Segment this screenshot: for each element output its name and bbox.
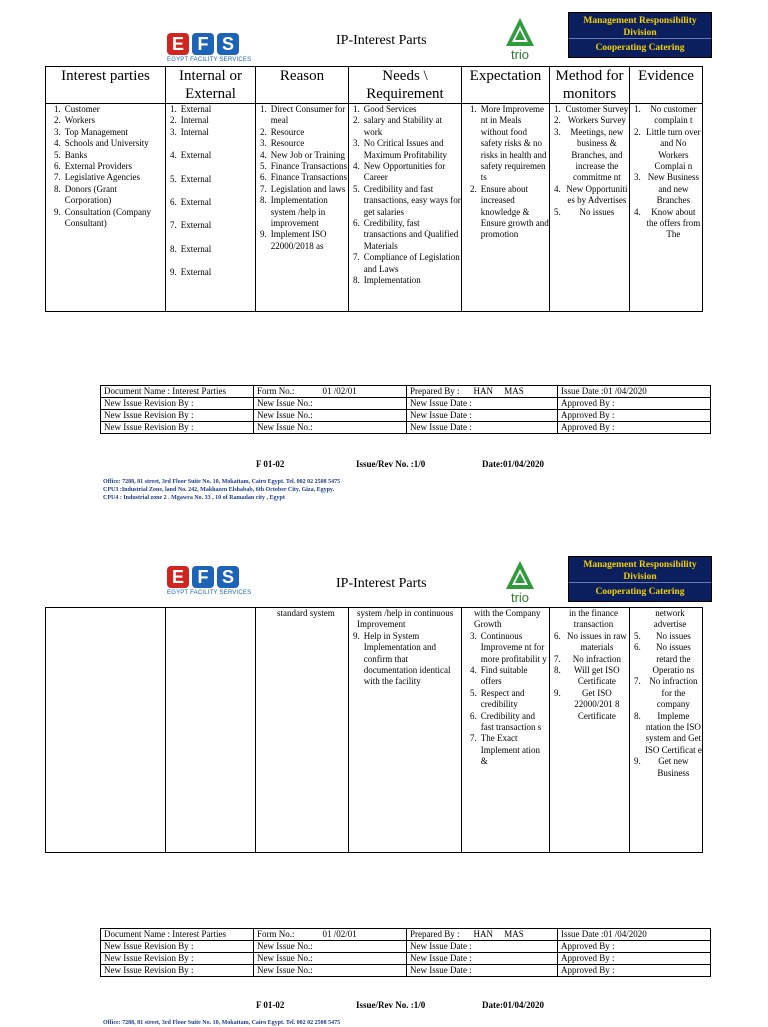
list-number: 5. bbox=[54, 149, 61, 160]
table-row bbox=[46, 104, 703, 312]
logo-letter: F bbox=[192, 33, 214, 55]
list-text: Meetings, new business & Branches, and increase the commitme nt bbox=[570, 126, 624, 183]
revision-table bbox=[100, 385, 711, 434]
list-text: New Opportunities for Career bbox=[363, 161, 446, 183]
issue-rev: Issue/Rev No. :1/0 bbox=[356, 1000, 426, 1010]
footer-date: Date:01/04/2020 bbox=[482, 459, 544, 469]
list-text: Internal bbox=[180, 126, 209, 137]
address-block bbox=[103, 478, 340, 502]
method-cell bbox=[550, 608, 629, 722]
list-number: 8. bbox=[554, 665, 561, 676]
expectation-cell bbox=[462, 608, 549, 768]
list-item bbox=[554, 608, 629, 631]
list-text: No issues in raw materials bbox=[567, 630, 627, 653]
trio-wordmark: trio bbox=[510, 47, 530, 62]
list-number: 3. bbox=[170, 126, 177, 137]
list-number: 2. bbox=[470, 183, 477, 194]
method-cell bbox=[550, 104, 629, 218]
list-item bbox=[634, 642, 702, 676]
list-item bbox=[554, 184, 629, 207]
trio-wordmark: trio bbox=[510, 590, 530, 605]
evidence-cell bbox=[630, 104, 702, 241]
catering-label: Cooperating Catering bbox=[595, 587, 685, 597]
list-number: 1. bbox=[554, 104, 561, 114]
list-text: The Exact Implement ation & bbox=[480, 733, 540, 767]
list-text: Credibility, fast transactions and Qualified Materials bbox=[363, 218, 459, 251]
column-header: Interest parties bbox=[46, 67, 166, 104]
list-text: External bbox=[180, 243, 212, 254]
list-number: 5. bbox=[470, 687, 477, 698]
logo-letter: S bbox=[217, 566, 239, 588]
list-item bbox=[634, 711, 702, 757]
list-number: 6. bbox=[554, 630, 561, 641]
list-item bbox=[170, 197, 255, 208]
list-number: 1. bbox=[634, 104, 641, 114]
list-number: 7. bbox=[170, 220, 177, 231]
list-number: 7. bbox=[634, 676, 641, 687]
list-text: Banks bbox=[64, 149, 88, 160]
list-item bbox=[260, 229, 348, 252]
prepared-by: Prepared By : HAN MAS bbox=[407, 386, 558, 398]
list-number: 8. bbox=[54, 183, 61, 194]
list-item bbox=[260, 172, 348, 183]
list-number: 1. bbox=[353, 104, 360, 114]
expectation-cell bbox=[462, 104, 549, 241]
list-number: 3. bbox=[54, 126, 61, 137]
revision-row: New Issue Revision By : New Issue No.: New Issue Date : Approved By : bbox=[101, 410, 711, 422]
list-text: Compliance of Legislation and Laws bbox=[363, 252, 460, 274]
list-text: No issues bbox=[579, 206, 615, 217]
list-text: New Business and new Branches bbox=[647, 172, 699, 206]
column-header: Needs \ Requirement bbox=[349, 67, 462, 104]
list-number: 6. bbox=[54, 161, 61, 172]
list-text: Credibility and fast transaction s bbox=[480, 710, 542, 733]
list-number: 7. bbox=[260, 183, 267, 194]
prepared-by: Prepared By : HAN MAS bbox=[407, 929, 558, 941]
list-text: Implementation system /help in improvement bbox=[270, 195, 328, 229]
list-number: 6. bbox=[260, 172, 267, 183]
column-header: Reason bbox=[256, 67, 349, 104]
list-text: No Critical Issues and Maximum Profitability bbox=[363, 138, 447, 160]
list-item bbox=[260, 127, 348, 138]
list-text: Help in System Implementation and confirm that documentation identical with the facility bbox=[363, 630, 451, 687]
list-text: Resource bbox=[270, 126, 305, 137]
list-item bbox=[170, 115, 255, 126]
logo-letter: E bbox=[167, 566, 189, 588]
catering-label: Cooperating Catering bbox=[595, 43, 685, 53]
list-text: Internal bbox=[180, 115, 209, 126]
list-item bbox=[634, 631, 702, 642]
list-number: 4. bbox=[554, 183, 561, 194]
list-number: 1. bbox=[470, 104, 477, 114]
list-number: 8. bbox=[170, 243, 177, 254]
list-text: Know about the offers from The bbox=[646, 206, 701, 240]
list-text: No infraction for the company bbox=[649, 676, 698, 710]
list-number: 1. bbox=[170, 104, 177, 114]
form-no: Form No.: 01 /02/01 bbox=[254, 386, 407, 398]
form-no: Form No.: 01 /02/01 bbox=[254, 929, 407, 941]
list-number: 7. bbox=[353, 252, 360, 263]
list-item bbox=[353, 631, 461, 688]
list-item bbox=[634, 756, 702, 779]
list-text: network advertise bbox=[653, 608, 687, 630]
list-text: Good Services bbox=[363, 104, 417, 114]
list-item bbox=[353, 104, 461, 115]
list-item bbox=[554, 665, 629, 688]
list-text: Will get ISO Certificate bbox=[574, 665, 620, 687]
list-text: No issues retard the Operatio ns bbox=[652, 642, 695, 676]
list-number: 5. bbox=[170, 173, 177, 184]
trio-logo bbox=[503, 16, 537, 62]
list-item bbox=[170, 174, 255, 185]
list-number: 8. bbox=[353, 275, 360, 286]
list-item bbox=[470, 608, 549, 631]
doc-name: Document Name : Interest Parties bbox=[101, 386, 254, 398]
list-text: with the Company Growth bbox=[474, 608, 541, 630]
list-item bbox=[273, 608, 348, 619]
list-text: Finance Transactions bbox=[270, 172, 347, 183]
list-text: No infraction bbox=[572, 653, 621, 664]
list-number: 9. bbox=[554, 687, 561, 698]
form-code: F 01-02 bbox=[256, 459, 285, 469]
evidence-cell bbox=[630, 608, 702, 779]
list-number: 4. bbox=[170, 150, 177, 161]
trio-logo bbox=[503, 559, 537, 605]
list-text: Consultation (Company Consultant) bbox=[64, 206, 151, 229]
reason-cell bbox=[256, 608, 348, 619]
list-number: 9. bbox=[260, 229, 267, 240]
list-text: Find suitable offers bbox=[480, 665, 528, 687]
list-text: Little turn over and No Workers Complai n bbox=[646, 126, 701, 172]
list-number: 2. bbox=[54, 115, 61, 126]
list-number: 7. bbox=[470, 733, 477, 744]
list-item bbox=[54, 184, 165, 207]
list-text: More Improveme nt in Meals without food safety risks & no risks in health and safety requiremen ts bbox=[480, 104, 547, 183]
list-item bbox=[470, 733, 549, 767]
list-item bbox=[634, 207, 702, 241]
revision-row bbox=[101, 386, 711, 398]
list-item bbox=[634, 172, 702, 206]
list-number: 9. bbox=[634, 756, 641, 767]
list-number: 1. bbox=[54, 104, 61, 114]
list-item bbox=[634, 676, 702, 710]
list-item bbox=[170, 267, 255, 278]
list-number: 6. bbox=[634, 642, 641, 653]
list-number: 6. bbox=[170, 197, 177, 208]
list-number: 4. bbox=[260, 149, 267, 160]
revision-row: New Issue Revision By : New Issue No.: New Issue Date : Approved By : bbox=[101, 398, 711, 410]
list-item bbox=[554, 631, 629, 654]
needs-cell bbox=[349, 104, 461, 287]
list-text: Top Management bbox=[64, 126, 128, 137]
list-item bbox=[170, 244, 255, 255]
list-item bbox=[353, 138, 461, 161]
office-address: Office: 7288, 81 street, 3rd Floor Suite No. 10, Mokattam, Cairo Egypt. Tel. 002 02 2508 5475 bbox=[103, 1020, 341, 1026]
list-item bbox=[170, 104, 255, 115]
list-number: 6. bbox=[470, 710, 477, 721]
list-item bbox=[353, 184, 461, 218]
logo-subtitle: EGYPT FACILITY SERVICES bbox=[167, 590, 252, 596]
list-text: Finance Transactions bbox=[270, 161, 347, 172]
logo-letter: S bbox=[217, 33, 239, 55]
list-item bbox=[54, 104, 165, 115]
list-item bbox=[260, 104, 348, 127]
list-number: 5. bbox=[634, 630, 641, 641]
list-item bbox=[54, 207, 165, 230]
list-item bbox=[54, 115, 165, 126]
list-item bbox=[260, 138, 348, 149]
list-number: 2. bbox=[260, 126, 267, 137]
list-item bbox=[54, 161, 165, 172]
list-number: 3. bbox=[260, 138, 267, 149]
list-item bbox=[260, 161, 348, 172]
list-text: Customer bbox=[64, 104, 100, 114]
list-item bbox=[54, 172, 165, 183]
doc-name: Document Name : Interest Parties bbox=[101, 929, 254, 941]
document-title: IP-Interest Parts bbox=[336, 576, 427, 591]
list-text: in the finance transaction bbox=[569, 608, 618, 630]
list-text: salary and Stability at work bbox=[363, 115, 442, 137]
list-item bbox=[54, 127, 165, 138]
list-item bbox=[470, 631, 549, 665]
list-item bbox=[634, 127, 702, 173]
list-item bbox=[554, 654, 629, 665]
list-item bbox=[353, 252, 461, 275]
list-item bbox=[470, 711, 549, 734]
list-item bbox=[54, 138, 165, 149]
revision-row bbox=[101, 929, 711, 941]
list-text: Get ISO 22000/201 8 Certificate bbox=[574, 687, 620, 721]
column-header: Internal or External bbox=[166, 67, 256, 104]
table-row bbox=[46, 608, 703, 853]
list-item bbox=[634, 608, 702, 631]
column-header: Evidence bbox=[630, 67, 703, 104]
list-text: External bbox=[180, 220, 212, 231]
list-item bbox=[470, 665, 549, 688]
list-text: Legislation and laws bbox=[270, 183, 346, 194]
list-number: 2. bbox=[170, 115, 177, 126]
list-number: 3. bbox=[634, 172, 641, 183]
list-text: Workers bbox=[64, 115, 96, 126]
list-text: External bbox=[180, 197, 212, 208]
list-text: New Opportuniti es by Advertises bbox=[566, 183, 628, 206]
list-text: No customer complain t bbox=[650, 104, 697, 126]
list-text: Impleme ntation the ISO system and Get ISO Certificat e bbox=[644, 710, 702, 755]
list-text: Customer Survey bbox=[565, 104, 629, 114]
list-text: External bbox=[180, 173, 212, 184]
list-number: 5. bbox=[353, 183, 360, 194]
list-item bbox=[554, 127, 629, 184]
list-number: 3. bbox=[554, 126, 561, 137]
list-item bbox=[170, 150, 255, 161]
list-text: New Job or Training bbox=[270, 149, 346, 160]
list-item bbox=[353, 608, 461, 631]
list-number: 4. bbox=[634, 206, 641, 217]
list-text: Direct Consumer for meal bbox=[270, 104, 346, 126]
revision-row: New Issue Revision By : New Issue No.: New Issue Date : Approved By : bbox=[101, 941, 711, 953]
office-address: Office: 7288, 81 street, 3rd Floor Suite No. 10, Mokattam, Cairo Egypt. Tel. 002 02 2508 5475 bbox=[103, 479, 341, 485]
list-number: 1. bbox=[260, 104, 267, 114]
issue-date: Issue Date :01 /04/2020 bbox=[558, 386, 711, 398]
list-item bbox=[554, 115, 629, 126]
list-number: 9. bbox=[54, 206, 61, 217]
issue-rev: Issue/Rev No. :1/0 bbox=[356, 459, 426, 469]
efs-logo bbox=[167, 33, 252, 67]
list-text: Workers Survey bbox=[567, 115, 626, 126]
list-text: External bbox=[180, 267, 212, 278]
logo-subtitle: EGYPT FACILITY SERVICES bbox=[167, 57, 252, 63]
list-item bbox=[54, 150, 165, 161]
list-item bbox=[353, 161, 461, 184]
list-item bbox=[470, 104, 549, 184]
list-text: Respect and credibility bbox=[480, 687, 525, 710]
list-number: 5. bbox=[554, 206, 561, 217]
list-item bbox=[170, 127, 255, 138]
list-number: 2. bbox=[634, 126, 641, 137]
list-number: 9. bbox=[353, 630, 360, 641]
list-item bbox=[353, 218, 461, 252]
internal-external-cell bbox=[166, 104, 255, 279]
list-text: Resource bbox=[270, 138, 305, 149]
reason-cell bbox=[256, 104, 348, 252]
division-box bbox=[568, 556, 712, 602]
list-number: 3. bbox=[470, 630, 477, 641]
list-text: External bbox=[180, 150, 212, 161]
list-text: External Providers bbox=[64, 161, 132, 172]
list-item bbox=[353, 275, 461, 286]
list-number: 9. bbox=[170, 267, 177, 278]
list-item bbox=[260, 195, 348, 229]
revision-row: New Issue Revision By : New Issue No.: New Issue Date : Approved By : bbox=[101, 953, 711, 965]
list-number: 7. bbox=[554, 653, 561, 664]
cpu3-address: CPU3 :Industrial Zone, land No. 242, Makhazen Elshabab, 6th October City, Giza, Egypy. bbox=[103, 487, 335, 493]
interest-parties-cell bbox=[46, 104, 165, 229]
division-title: Management Responsibility Division bbox=[569, 557, 711, 583]
revision-row: New Issue Revision By : New Issue No.: New Issue Date : Approved By : bbox=[101, 965, 711, 977]
division-title: Management Responsibility Division bbox=[569, 13, 711, 39]
list-item bbox=[260, 184, 348, 195]
column-header: Expectation bbox=[462, 67, 550, 104]
logo-letter: E bbox=[167, 33, 189, 55]
footer-date: Date:01/04/2020 bbox=[482, 1000, 544, 1010]
document-title: IP-Interest Parts bbox=[336, 33, 427, 48]
revision-table bbox=[100, 928, 711, 977]
list-item bbox=[554, 104, 629, 115]
list-item bbox=[634, 104, 702, 127]
division-box bbox=[568, 12, 712, 58]
list-number: 6. bbox=[353, 218, 360, 229]
interest-parts-table-continued bbox=[45, 607, 703, 853]
column-header: Method for monitors bbox=[550, 67, 630, 104]
list-text: Credibility and fast transactions, easy ways for get salaries bbox=[363, 183, 461, 217]
list-text: Donors (Grant Corporation) bbox=[64, 183, 117, 206]
address-block bbox=[103, 1019, 340, 1027]
issue-date: Issue Date :01 /04/2020 bbox=[558, 929, 711, 941]
efs-logo bbox=[167, 566, 252, 600]
list-text: Schools and University bbox=[64, 138, 149, 149]
list-text: Ensure about increased knowledge & Ensure growth and promotion bbox=[480, 183, 549, 240]
list-number: 4. bbox=[54, 138, 61, 149]
list-number: 4. bbox=[353, 161, 360, 172]
needs-cell bbox=[349, 608, 461, 688]
list-text: Implementation bbox=[363, 275, 421, 286]
list-number: 5. bbox=[260, 161, 267, 172]
table-header-row bbox=[46, 67, 703, 104]
list-text: Continuous Improveme nt for more profitabilit y bbox=[480, 630, 547, 664]
list-number: 2. bbox=[554, 115, 561, 126]
list-text: Implement ISO 22000/2018 as bbox=[270, 229, 327, 251]
list-text: Legislative Agencies bbox=[64, 172, 140, 183]
list-number: 8. bbox=[260, 195, 267, 206]
cpu4-address: CPU4 : Industrial zone 2 . Mgawra No. 33 , 10 of Ramadan city , Egypt bbox=[103, 495, 285, 501]
list-text: No issues bbox=[655, 630, 691, 641]
list-text: standard system bbox=[277, 608, 335, 618]
list-item bbox=[554, 207, 629, 218]
list-item bbox=[353, 115, 461, 138]
list-item bbox=[554, 688, 629, 722]
list-number: 4. bbox=[470, 665, 477, 676]
list-text: system /help in continuous Improvement bbox=[357, 608, 454, 630]
list-item bbox=[260, 150, 348, 161]
revision-row: New Issue Revision By : New Issue No.: New Issue Date : Approved By : bbox=[101, 422, 711, 434]
form-code: F 01-02 bbox=[256, 1000, 285, 1010]
list-number: 7. bbox=[54, 172, 61, 183]
list-item bbox=[170, 220, 255, 231]
list-number: 8. bbox=[634, 710, 641, 721]
list-number: 3. bbox=[353, 138, 360, 149]
list-text: External bbox=[180, 104, 212, 114]
list-item bbox=[470, 184, 549, 241]
interest-parts-table bbox=[45, 66, 703, 312]
logo-letter: F bbox=[192, 566, 214, 588]
list-text: Get new Business bbox=[657, 756, 690, 778]
list-item bbox=[470, 688, 549, 711]
list-number: 2. bbox=[353, 115, 360, 126]
